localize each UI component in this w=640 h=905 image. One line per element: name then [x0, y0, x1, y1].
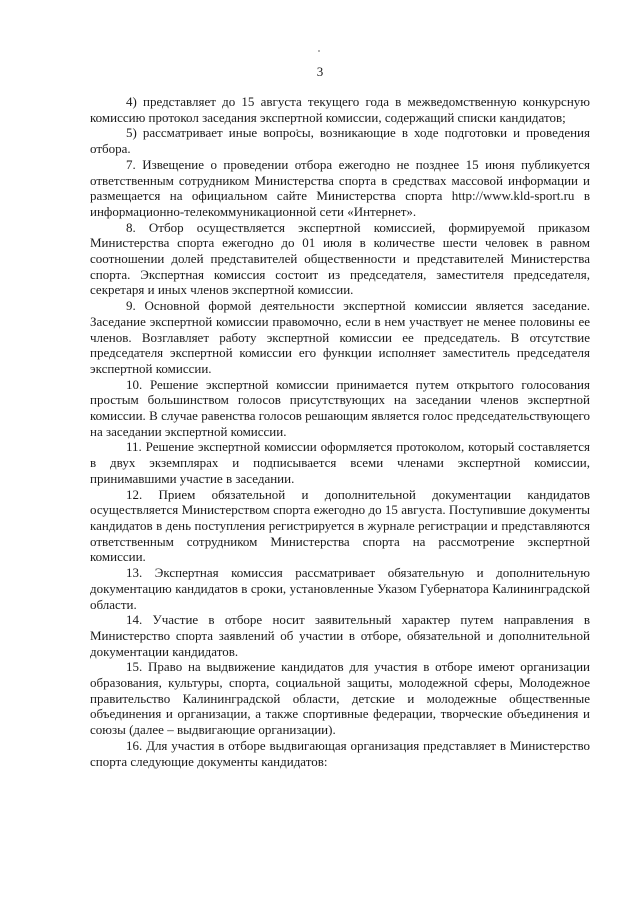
- paragraph-16-documents: 16. Для участия в отборе выдвигающая организация представляет в Министерство спорта следующие документы кандидатов:: [90, 737, 590, 769]
- paragraph-12-document-intake: 12. Прием обязательной и дополнительной документации кандидатов осуществляется Министерством спорта ежегодно до 15 августа. Поступившие документы кандидатов в день поступления регистрируется в журнале регистрации и представляются ответственным сотрудником Министерства спорта на рассмотрение экспертной комиссии.: [90, 486, 590, 565]
- page-number: 3: [316, 64, 324, 79]
- paragraph-8-commission-formation: 8. Отбор осуществляется экспертной комиссией, формируемой приказом Министерства спорта ежегодно до 01 июля в количестве шести человек в равном соотношении долей представителей общественности и представителей Министерства спорта. Экспертная комиссия состоит из председателя, заместителя председателя, секретаря и иных членов экспертной комиссии.: [90, 219, 590, 298]
- paragraph-14-participation: 14. Участие в отборе носит заявительный характер путем направления в Министерство спорта заявлений об участии в отборе, обязательной и дополнительной документации кандидатов.: [90, 612, 590, 659]
- paragraph-9-meeting: 9. Основной формой деятельности экспертной комиссии является заседание. Заседание экспертной комиссии правомочно, если в нем участвует не менее половины ее членов. Возглавляет работу экспертной комиссии ее председатель. В отсутствие председателя экспертной комиссии его функции исполняет заместитель председателя экспертной комиссии.: [90, 298, 590, 376]
- paragraph-4-presents-protocol: 4) представляет до 15 августа текущего года в межведомственную конкурсную комиссию протокол заседания экспертной комиссии, содержащий списки кандидатов;: [90, 94, 590, 125]
- paragraph-11-protocol: 11. Решение экспертной комиссии оформляется протоколом, который составляется в двух экземплярах и подписывается всеми членами экспертной комиссии, принимавшими участие в заседании.: [90, 439, 590, 486]
- paragraph-10-voting: 10. Решение экспертной комиссии принимается путем открытого голосования простым большинством голосов присутствующих на заседании членов экспертной комиссии. В случае равенства голосов решающим является голос председательствующего на заседании экспертной комиссии.: [90, 376, 590, 439]
- document-body: [90, 94, 590, 769]
- paragraph-5-other-questions: 5) рассматривает иные вопросы, возникающие в ходе подготовки и проведения отбора.: [90, 125, 590, 157]
- paragraph-15-nominating-organizations: 15. Право на выдвижение кандидатов для участия в отборе имеют организации образования, культуры, спорта, социальной защиты, молодежной сферы, Молодежное правительство Калининградской области, детские и молодежные общественные объединения и организации, а также спортивные федерации, творческие объединения и союзы (далее – выдвигающие организации).: [90, 659, 590, 738]
- paragraph-7-notice: 7. Извещение о проведении отбора ежегодно не позднее 15 июня публикуется ответственным сотрудником Министерства спорта в средствах массовой информации и размещается на официальном сайте Министерства спорта http://www.kld-sport.ru в информационно-телекоммуникационной сети «Интернет».: [90, 156, 590, 219]
- paragraph-13-review: 13. Экспертная комиссия рассматривает обязательную и дополнительную документацию кандидатов в сроки, установленные Указом Губернатора Калининградской области.: [90, 565, 590, 612]
- scan-speck: [318, 50, 320, 52]
